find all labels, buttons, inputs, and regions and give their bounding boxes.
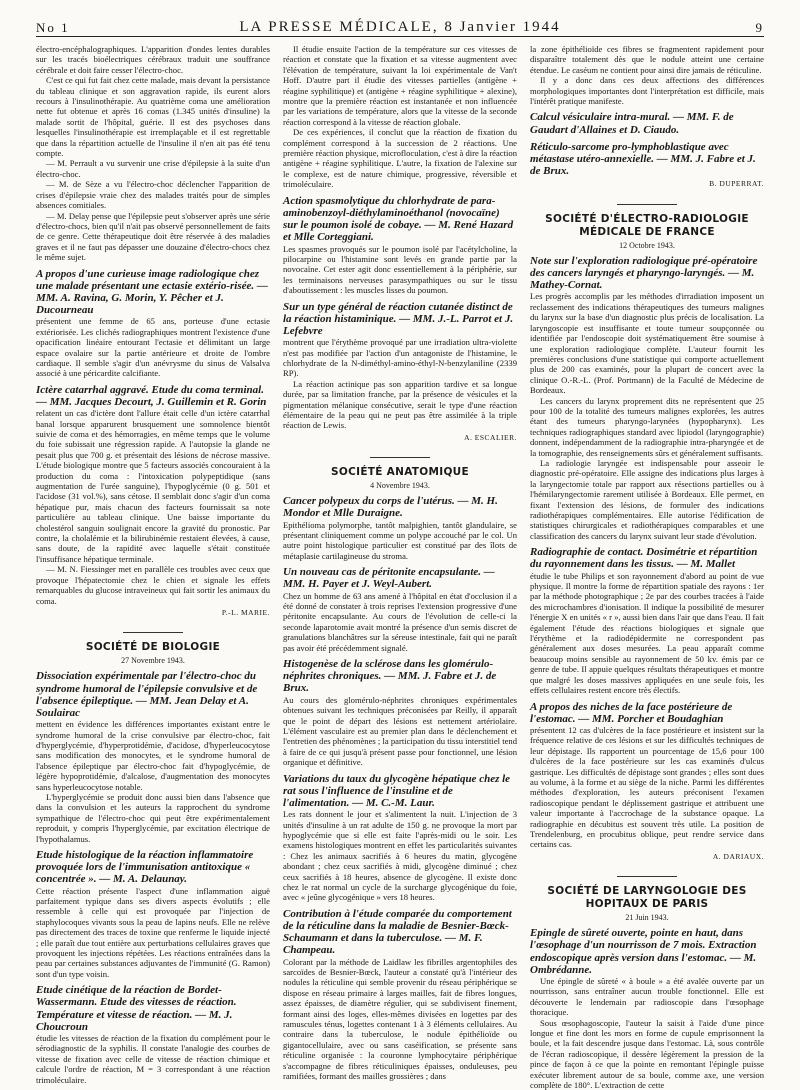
paragraph: La radiologie laryngée est indispensable pour asseoir le diagnostic pré-opératoire. Elle assigne des indications plus larges à la laryngectomie totale par rapport aux résections partielles ou à l'hémilaryngectomie rarement utilisée à Bordeaux. Elle permet, en fixant l'extension des lésions, de formuler des indications radiothérapiques complémentaires. Elle autorise l'édification de statistiques chirurgicales et radiothérapiques comparables et une classification des cancers du larynx suivant leur stade d'évolution. [530, 457, 764, 541]
paragraph: mettent en évidence les différences importantes existant entre le syndrome humoral de la crise convulsive par électro-choc, fait d'hyperglycémie, d'hyperprotidémie, d'acidose, d'hyperleucocytose sans modification des monocytes, et le syndrome humoral de l'absence épileptique par électro-choc fait d'hypoglycémie, de légère hypoprotidémie, d'alcalose, d'augmentation des monocytes sans hyperleucocytose notable. [36, 719, 270, 792]
author-signature: A. ESCALIER. [464, 432, 517, 442]
article-title: Réticulo-sarcome pro-lymphoblastique avec métastase utéro-annexielle. — MM. J. Fabre et J. de Brux. [530, 140, 756, 178]
columns [36, 44, 764, 1090]
paragraph: Sous œsophagoscopie, l'auteur la saisit à l'aide d'une pince longue et fine dont les mors en forme de cupule emprisonnent la boule, et la fait descendre jusque dans l'estomac. Là, sous contrôle de l'écran radioscopique, il dessère légèrement la pression de la pince de façon à ce que la pointe en remontant l'épingle puisse exécuter librement autour de sa boule, comme axe, une version complète de 180°. L'extraction de cette [530, 1017, 764, 1090]
author-signature: B. DUPERRAT. [709, 179, 764, 189]
article-title: Variations du taux du glycogène hépatique chez le rat sous l'influence de l'insuline et de l'alimentation. — M. C.-M. Laur. [283, 772, 511, 809]
article-title: Sur un type général de réaction cutanée distinct de la réaction histaminique. — MM. J.-L. Parrot et J. Lefebvre [283, 300, 514, 337]
column-2 [283, 44, 517, 1082]
article-title: Ictère catarrhal aggravé. Etude du coma terminal. — MM. Jacques Decourt, J. Guillemin et R. Gorin [36, 383, 267, 408]
article-title: Note sur l'exploration radiologique pré-opératoire des cancers laryngés et pharyngo-laryngés. — M. Mathey-Cornat. [530, 254, 758, 292]
article-title: A propos d'une curieuse image radiologique chez une malade présentant une ectasie extério-risée. — MM. A. Ravina, G. Morin, Y. Pêcher et J. Ducourneau [36, 267, 268, 317]
session-date: 27 Novembre 1943. [121, 656, 185, 666]
journal-title: LA PRESSE MÉDICALE, 8 Janvier 1944 [239, 19, 561, 35]
session-date: 4 Novembre 1943. [370, 481, 430, 491]
page-number: 9 [755, 20, 764, 35]
paragraph: Chez un homme de 63 ans amené à l'hôpital en état d'occlusion il a été donné de constater à trois reprises l'extension progressive d'une péritonite encapsulante. Au cours de l'évolution de celle-ci la seconde laparotomie avait montré la présence d'un semis discret de granulations blanchâtres sur la séreuse intestinale, fait qui ne paraît pas avoir été précédemment signalé. [283, 590, 517, 653]
paragraph: Epithélioma polymorphe, tantôt malpighien, tantôt glandulaire, se présentant cliniquement comme un polype accouché par le col. Un autre point histologique particulier est constitué par des îlots de métaplasie cartilagineuse du stroma. [283, 519, 517, 561]
article-title: Epingle de sûreté ouverte, pointe en haut, dans l'œsophage d'un nourrisson de 7 mois. Extraction endoscopique après version dans l'estomac. — M. Ombrédanne. [530, 927, 757, 976]
paragraph: Il y a donc dans ces deux affections des différences morphologiques importantes dont l'interprétation est difficile, mais l'intérêt pratique manifeste. [530, 75, 764, 107]
article-title: Histogenèse de la sclérose dans les glomérulo-néphrites chroniques. — MM. J. Fabre et J. de Brux. [283, 658, 497, 695]
paragraph: Au cours des glomérulo-néphrites chroniques expérimentales obtenues suivant les techniques préconisées par Reilly, il apparaît que le point de départ des lésions est nettement artériolaire. L'élément vasculaire est au premier plan dans le déclenchement et l'entretien des phénomènes ; la participation du tissu interstitiel tend à faire de ce qui jusqu'à présent passe pour fonctionnel, une lésion organique et définitive. [283, 694, 517, 768]
paragraph: Les progrès accomplis par les méthodes d'irradiation imposent un reclassement des indications thérapeutiques des tumeurs malignes du larynx sur la base d'un diagnostic plus précis de localisation. La laryngoscopie est insuffisante et toute tumeur soupçonnée ou identifiée par l'endoscopie doit systématiquement être soumise à une exploration radiologique complète. L'auteur fournit les premières conclusions d'une statistique qui comporte actuellement plus de 200 cas examinés, pour la plupart de concert avec la clinique O.-R.-L. (Prof. Portmann) de la Faculté de Médecine de Bordeaux. [530, 291, 764, 396]
article-title: Un nouveau cas de péritonite encapsulante. — MM. H. Payer et J. Weyl-Aubert. [283, 566, 495, 591]
society-heading: SOCIÉTÉ DE BIOLOGIE [36, 632, 270, 654]
paragraph: — M. de Sèze a vu l'électro-choc déclencher l'apparition de crises d'épilepsie vraie chez des malades traités pour de simples absences comitiales. [36, 179, 270, 211]
society-heading: SOCIÉTÉ D'ÉLECTRO-RADIOLOGIE MÉDICALE DE FRANCE [530, 204, 764, 239]
column-1 [36, 44, 270, 1085]
paragraph: L'hyperglycémie se produit donc aussi bien dans l'absence que dans la convulsion et les auteurs la rapprochent du syndrome sympathique de l'électro-choc qui peut être expérimentalement reproduit, y compris l'hyperglycémie, par excitation électrique de l'hypothalamus. [36, 791, 270, 844]
session-date: 21 Juin 1943. [625, 913, 669, 923]
paragraph: présentent une femme de 65 ans, porteuse d'une ectasie extériorisée. Les clichés radiographiques montrent l'existence d'une opacification linéaire entourant l'ectasie et délimitant un large espace ovalaire sur la partie antérieure et droite de l'ombre cardiaque. Il semble s'agir d'un anévrysme du sinus de Valsalva associé à une péricardite calcifiante. [36, 316, 270, 379]
author-signature: P.-L. MARIE. [221, 607, 270, 617]
paragraph: présentent 12 cas d'ulcères de la face postérieure et insistent sur la fréquence relative de ces lésions et sur les difficultés techniques de leur dépistage. Ils rapportent un pourcentage de 15,6 pour 100 d'ulcères de la face postérieure sur les cas examinés d'ulcus gastrique. Les difficultés de dépistage sont grandes ; elles sont dues au volume, à la forme et au siège de la niche. Parmi les différentes méthodes d'exploration, les auteurs préconisent l'examen radioscopique pendant le déplissement gastrique et attribuent une valeur importante à l'accrochage de la substance opaque. La radiographie en décubitus est souvent très utile. La position de Trendelenburg, en procubitus oblique, peut rendre service dans certains cas. [530, 724, 764, 850]
paragraph: Les rats donnent le jour et s'alimentent la nuit. L'injection de 3 unités d'insuline à un rat adulte de 150 g. ne provoque la mort par hypoglycémie que si elle est faite l'après-midi ou le soir. Les examens histologiques montrent en effet les particularités suivantes : Chez les animaux sacrifiés à 6 heures du matin, glycogène abondant ; chez ceux sacrifiés à midi, glycogène diminué ; chez ceux sacrifiés à 18 heures, absence de glycogène. Il existe donc chez le rat normal un cycle de la surcharge glycogénique du foie, avec « jeûne glycogénique » vers 18 heures. [283, 809, 517, 903]
article-title: Cancer polypeux du corps de l'utérus. — M. H. Mondor et Mlle Duraigne. [283, 495, 498, 520]
paragraph: Cette réaction présente l'aspect d'une inflammation aiguë parfaitement typique dans ses divers aspects évolutifs ; elle ressemble à celle qui est provoquée par l'injection de staphylocoques vivants sous la peau de lapins neufs. Elle ne relève pas directement des traces de toxine que renferme le liquide injecté ; elle paraît due tout entière aux perturbations cellulaires graves que provoquent les injections répétées. Les réactions entraînées dans la peau par certaines substances adjuvantes de l'immunité (G. Ramon) sont d'un type voisin. [36, 885, 270, 979]
column-3 [530, 44, 764, 1090]
society-heading: SOCIÉTÉ DE LARYNGOLOGIE DES HOPITAUX DE PARIS [530, 876, 764, 911]
article-title: Etude histologique de la réaction inflammatoire provoquée lors de l'immunisation antitoxique « concentrée ». — M. A. Delaunay. [36, 849, 254, 886]
paragraph: électro-encéphalographiques. L'apparition d'ondes lentes durables sur les tracés bioélectriques cérébraux traduit une souffrance cérébrale et doit faire cesser l'électro-choc. [36, 44, 270, 75]
paragraph: Il étudie ensuite l'action de la température sur ces vitesses de réaction et constate que la fixation et sa vitesse augmentent avec l'élévation de température, suivant la loi expérimentale de Van't Hoff. D'autre part il étudie des vitesses partielles (antigène + réagine syphilitique) et (antigène + réagine syphilitique + alexine), montre que la première réaction est instantanée et non influencée par les variations de température, alors que la vitesse de la seconde réaction correspond à la vitesse de réaction globale. [283, 44, 517, 127]
page-header [36, 14, 764, 37]
paragraph: De ces expériences, il conclut que la réaction de fixation du complément correspond à la succession de 2 réactions. Une première réaction physique, microfloculation, c'est à dire la réaction antigène + réagine syphilitique. L'autre, la fixation de l'alexine sur le complexe, est de nature chimique, progressive, réversible et trimoléculaire. [283, 127, 517, 190]
paragraph: La réaction actinique pas son apparition tardive et sa longue durée, par sa limitation franche, par la présence de vésicules et la pigmentation mélanique consécutive, serait le type d'une réaction élémentaire de la peau qui ne peut pas être assimilée à la triple réaction de Lewis. [283, 378, 517, 431]
article-title: A propos des niches de la face postérieure de l'estomac. — MM. Porcher et Boudaghian [530, 700, 733, 725]
paragraph: relatent un cas d'ictère dont l'allure était celle d'un ictère catarrhal banal lorsque apparurent brusquement une somnolence bientôt suivie de coma et des hémorragies, en même temps que le volume du foie subissait une régression rapide. A l'autopsie la glande ne pesait plus que 700 g. et présentait des lésions de nécrose massive. L'étude biologique montre que 5 facteurs associés concouraient à la production du coma : l'intoxication polypeptidique (sans augmentation de l'urée sanguine), l'hypoglycémie (0 g. 501 et l'acidose (31 vol.%), sans cétose. Il semblait donc s'agir d'un coma hépatique pur, mais chacun des facteurs fournissait sa note particulière au tableau clinique. Une baisse importante du cholestérol sanguin soulignait encore la gravité du pronostic. Par contre, la cholalémie et la bilirubinémie restaient élevées, à cause, sans doute, de la rapidité avec laquelle s'était constituée l'insuffisance hépatique terminale. [36, 408, 270, 564]
paragraph: — M. Delay pense que l'épilepsie peut s'observer après une série d'électro-chocs, bien qu'il n'ait pas observé personnellement de faits de ce genre. Cette thérapeutique doit être réservée à des maladies graves et il ne faut pas dépasser une douzaine d'électro-chocs chez le même sujet. [36, 210, 270, 263]
article-title: Action spasmolytique du chlorhydrate de para-aminobenzoyl-diéthylaminoéthanol (novocaïne) sur le poumon isolé de cobaye. — M. René Hazard et Mlle Corteggiani. [283, 194, 514, 244]
paragraph: montrent que l'érythème provoqué par une irradiation ultra-violette n'est pas modifiée par l'action d'un antagoniste de l'histamine, le chlorhydrate de la N-diméthyl-amino-éthyl-N-benzylaniline (2339 RP). [283, 337, 517, 379]
paragraph: Colorant par la méthode de Laidlaw les fibrilles argentophiles des sarcoïdes de Besnier-Bœck, l'auteur a constaté qu'à l'intérieur des nodules la réticuline qui semble provenir du réseau périphérique se dispose en réseau primaire à larges mailles, fait de fibres longues, assez épaisses, de diamètre régulier, qui se subdivisent finement, formant ainsi des loges, elles-mêmes divisées en logettes par des ramuscules ténus, logettes contenant 1 à 3 éléments cellulaires. Au contraire dans la tuberculose, le nodule épithélioïde ou gigantocellulaire, avec ou sans caséification, se présente sans réticuline organisée : la couronne lymphocytaire périphérique s'accompagne de fibres réticuliniques épaisses, onduleuses, peu ramifiées, formant des mailles grossières ; dans [283, 956, 517, 1082]
society-heading: SOCIÉTÉ ANATOMIQUE [283, 457, 517, 479]
article-title: Contribution à l'étude comparée du comportement de la réticuline dans la maladie de Besnier-Bœck-Schaumann et dans la tuberculose. — M. F. Champeau. [283, 907, 512, 957]
paragraph: étudie les vitesses de réaction de la fixation du complément pour le sérodiagnostic de la syphilis. Il constate l'analogie des courbes de vitesse de fixation avec celle de vitesse de réaction chimique et calcule l'ordre de réaction, M = 3 correspondant à une réaction trimoléculaire. [36, 1033, 270, 1085]
article-title: Dissociation expérimentale par l'électro-choc du syndrome humoral de l'épilepsie convulsive et de l'absence épileptique. — MM. Jean Delay et A. Soulairac [36, 670, 258, 719]
paragraph: C'est ce qui fut fait chez cette malade, mais devant la persistance du tableau clinique et son aggravation rapide, ils eurent alors recours à l'insulinothérapie. Au quatrième coma une amélioration nette fut obtenue et après 16 comas (1.345 unités d'insuline) la malade sortit de l'hôpital, guérie. Il est des psychoses dans lesquelles l'insulinothérapie est irremplaçable et il est regrettable que dans la répartition actuelle de l'insuline il n'en ait pas été tenu compte. [36, 75, 270, 159]
paragraph: — M. Perrault a vu survenir une crise d'épilepsie à la suite d'un électro-choc. [36, 158, 270, 179]
article-title: Etude cinétique de la réaction de Bordet-Wassermann. Etude des vitesses de réaction. Température et vitesse de réaction. — M. J. Choucroun [36, 984, 237, 1033]
article-title: Radiographie de contact. Dosimétrie et répartition du rayonnement dans les tissus. — M. Mallet [530, 546, 758, 571]
article-title: Calcul vésiculaire intra-mural. — MM. F. de Gaudart d'Allaines et D. Ciaudo. [530, 111, 734, 136]
paragraph: Une épingle de sûreté « à boule » a été avalée ouverte par un nourrisson, sans entraîner aucun trouble fonctionnel. Elle est découverte le lendemain par radioscopie dans l'œsophage thoracique. [530, 976, 764, 1018]
paragraph: étudie le tube Philips et son rayonnement d'abord au point de vue physique. Il montre la forme de répartition spatiale des rayons : 1er par la méthode photographique ; 2e par des courbes tracées à l'aide des microchambres d'ionisation. Il indique la possibilité de mesurer l'énergie X en unités « r », aussi bien dans l'air que dans l'eau. Il fait également l'étude des réactions biologiques et signale que l'érythème et la radiodépidermite ne correspondent pas généralement aux doses mesurées. La peau apparaît comme beaucoup moins sensible au rayonnement de 50 kv. émis par ce genre de tube. Il appuie quelques résultats thérapeutiques et montre que malgré les doses massives appliquées en une seule fois, les effets cellulaires restent encore très électifs. [530, 570, 764, 696]
session-date: 12 Octobre 1943. [619, 240, 675, 250]
paragraph: Les spasmes provoqués sur le poumon isolé par l'acétylcholine, la pilocarpine ou l'histamine sont levés en grande partie par la novocaïne. Cet ester agit donc essentiellement à la périphérie, sur les terminaisons nerveuses parasympathiques ou sur le tissu d'aboutissement : les muscles lisses du poumon. [283, 243, 517, 296]
issue-number: No 1 [36, 20, 70, 35]
paragraph: la zone épithélioïde ces fibres se fragmentent rapidement pour disparaître totalement dès que le nodule atteint une certaine étendue. Le caséum ne contient pour ainsi dire jamais de réticuline. [530, 44, 764, 75]
author-signature: A. DARIAUX. [712, 851, 764, 861]
paragraph: — M. N. Fiessinger met en parallèle ces troubles avec ceux que provoque l'hépatectomie chez le chien et signale les effets remarquables du glucose intraveineux qui fait sortir les animaux du coma. [36, 564, 270, 606]
paragraph: Les cancers du larynx proprement dits ne représentent que 25 pour 100 de la totalité des tumeurs malignes explorées, les autres étant des tumeurs pharyngo-larynées (hypopharynx). Les techniques radiographiques standard avec lipiodol (laryngographie) donnent, indépendamment de la radiographie intra-pharyngée et de la tomographie, des renseignements sûrs et généralement suffisants. [530, 395, 764, 458]
